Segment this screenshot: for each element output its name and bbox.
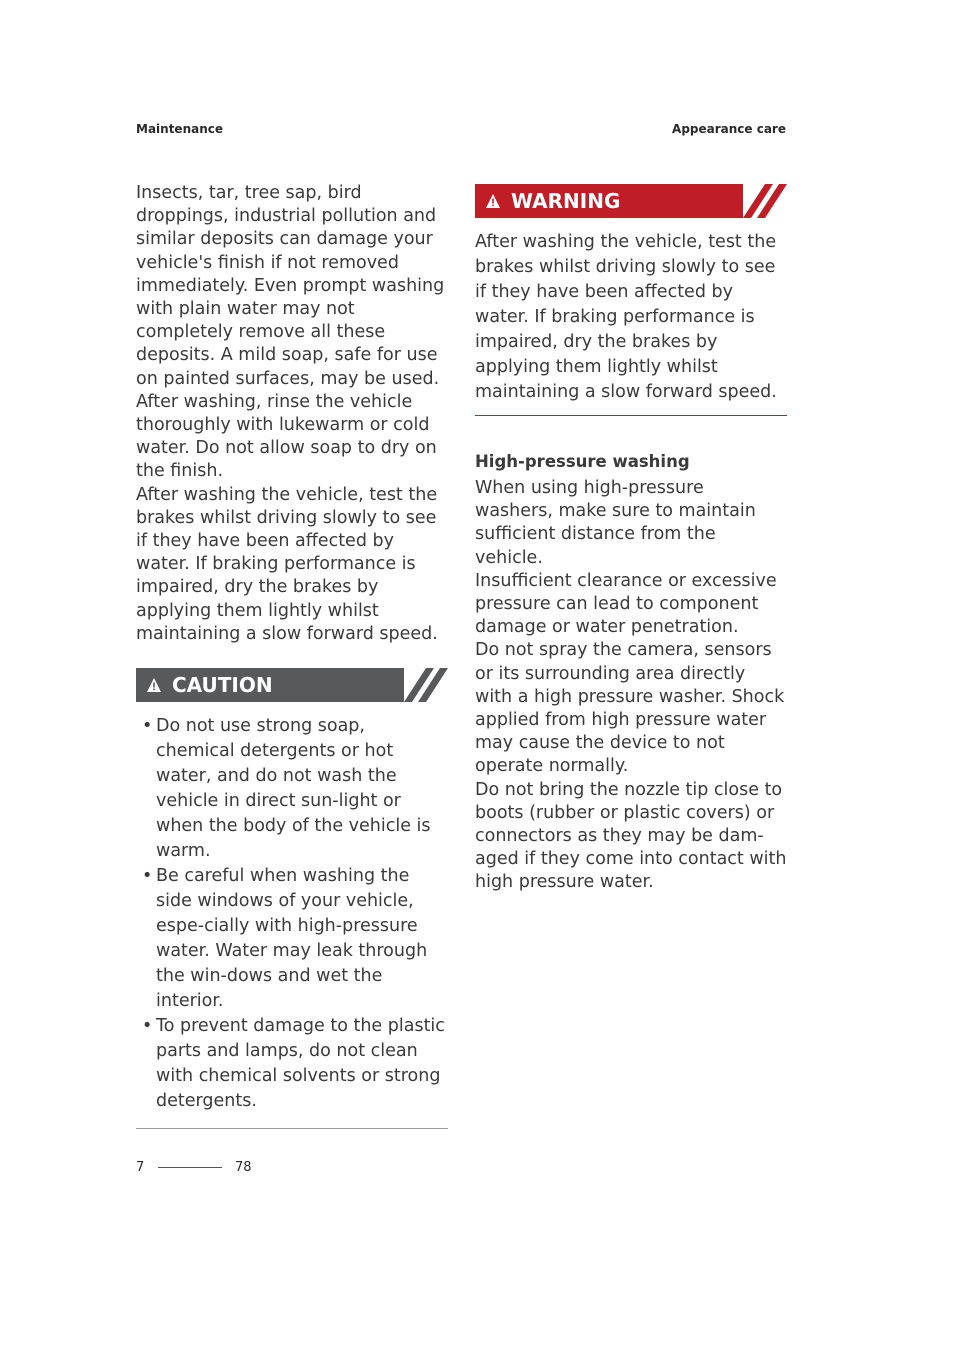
paragraph: Do not bring the nozzle tip close to boots (rubber or plastic covers) or connectors as they may be dam-aged if they come into contact with high pressure water. bbox=[475, 779, 787, 893]
header-section: Maintenance bbox=[136, 122, 224, 136]
left-column bbox=[136, 182, 448, 1129]
paragraph: After washing, rinse the vehicle thoroughly with lukewarm or cold water. Do not allow soap to dry on the finish. bbox=[136, 391, 437, 482]
warning-triangle-icon bbox=[146, 677, 162, 693]
caution-title: CAUTION bbox=[172, 673, 273, 698]
high-pressure-text bbox=[475, 477, 787, 895]
paragraph: After washing the vehicle, test the brakes whilst driving slowly to see if they have been affected by water. If braking performance is impaired, dry the brakes by applying them lightly whilst maintaining a slow forward speed. bbox=[136, 484, 438, 644]
list-item-text: Be careful when washing the side windows of your vehicle, espe-cially with high-pressure water. Water may leak through the win-dows and wet the interior. bbox=[156, 866, 428, 1012]
page-number: 78 bbox=[235, 1160, 252, 1175]
caution-end-rule bbox=[136, 1128, 448, 1129]
paragraph: Insects, tar, tree sap, bird droppings, industrial pollution and similar deposits can damage your vehicle's finish if not removed immediately. Even prompt washing with plain water may not completely remove all these deposits. A mild soap, safe for use on painted surfaces, may be used. bbox=[136, 183, 445, 389]
warning-text: After washing the vehicle, test the brakes whilst driving slowly to see if they have been affected by water. If braking performance is impaired, dry the brakes by applying them lightly whilst maintaining a slow forward speed. bbox=[475, 232, 777, 402]
list-item: • To prevent damage to the plastic parts and lamps, do not clean with chemical solvents or strong detergents. bbox=[142, 1016, 445, 1112]
chapter-number: 7 bbox=[136, 1160, 145, 1175]
paragraph: Insufficient clearance or excessive pressure can lead to component damage or water penetration. bbox=[475, 570, 777, 638]
warning-end-rule bbox=[475, 415, 787, 416]
paragraph: Do not spray the camera, sensors or its surrounding area directly with a high pressure washer. Shock applied from high pressure water may cause the device to not operate normally. bbox=[475, 640, 785, 777]
banner-stripes bbox=[743, 184, 787, 218]
paragraph: When using high-pressure washers, make sure to maintain sufficient distance from the vehicle. bbox=[475, 478, 756, 568]
list-item: • Do not use strong soap, chemical detergents or hot water, and do not wash the vehicle in direct sun-light or when the body of the vehicle is warm. bbox=[142, 716, 431, 862]
banner-stripes bbox=[404, 668, 448, 702]
warning-triangle-icon bbox=[485, 193, 501, 209]
list-item: • Be careful when washing the side windows of your vehicle, espe-cially with high-pressure water. Water may leak through the win-dows and wet the interior. bbox=[142, 866, 428, 1012]
list-item-text: Do not use strong soap, chemical detergents or hot water, and do not wash the vehicle in direct sun-light or when the body of the vehicle is warm. bbox=[156, 716, 431, 862]
list-item-text: To prevent damage to the plastic parts and lamps, do not clean with chemical solvents or strong detergents. bbox=[156, 1016, 445, 1112]
warning-banner bbox=[475, 184, 787, 218]
section-heading: High-pressure washing bbox=[475, 452, 690, 471]
footer-divider bbox=[158, 1167, 222, 1168]
caution-list bbox=[136, 714, 448, 1114]
intro-text bbox=[136, 182, 448, 646]
right-column bbox=[475, 184, 787, 895]
warning-title: WARNING bbox=[511, 189, 621, 213]
header-topic: Appearance care bbox=[672, 122, 786, 136]
caution-banner bbox=[136, 668, 448, 702]
